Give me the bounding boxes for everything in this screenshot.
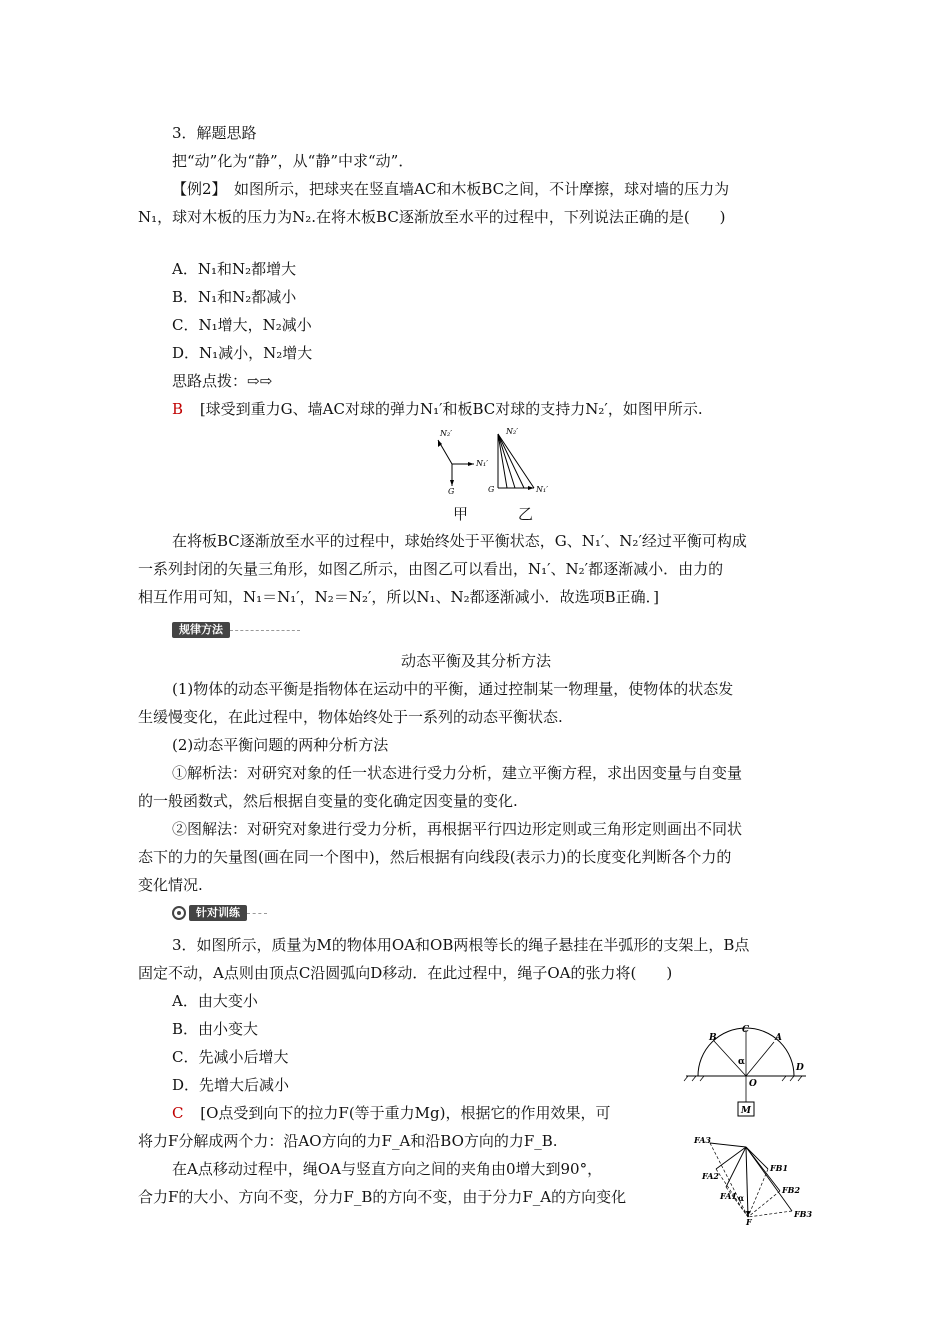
label-f: F	[746, 1217, 752, 1227]
option-a: A．N₁和N₂都增大	[172, 260, 297, 278]
label-a: A	[775, 1033, 782, 1043]
method-p2: (2)动态平衡问题的两种分析方法	[172, 736, 389, 754]
semicircle-frame-diagram	[682, 1025, 812, 1128]
label-alpha-2: α	[738, 1193, 745, 1203]
frame-top-pad	[682, 1028, 812, 1032]
answer-letter: B	[172, 400, 184, 418]
method-p4-line3: 变化情况.	[138, 876, 203, 894]
banner-rule	[230, 630, 300, 631]
label-b: B	[709, 1033, 717, 1043]
example2-line1: 【例2】 如图所示，把球夹在竖直墙AC和木板BC之间，不计摩擦，球对墙的压力为	[172, 180, 730, 198]
method-title: 动态平衡及其分析方法	[400, 652, 551, 670]
label-fb2: FB2	[782, 1185, 801, 1195]
section-motto: 把“动”化为“静”，从“静”中求“动”．	[172, 152, 414, 170]
practice-explain-line2: 合力F的大小、方向不变，分力F_B的方向不变，由于分力F_A的方向变化	[138, 1188, 627, 1206]
practice-q-line1: 3．如图所示，质量为M的物体用OA和OB两根等长的绳子悬挂在半弧形的支架上，B点	[172, 936, 750, 954]
method-banner-label: 规律方法	[172, 622, 230, 638]
practice-option-d: D．先增大后减小	[172, 1076, 290, 1094]
label-n2p-jia: N₂′	[440, 429, 453, 438]
label-g-yi: G	[488, 485, 495, 494]
practice-banner-label: 针对训练	[189, 905, 247, 921]
answer-line	[172, 399, 703, 419]
section-heading: 3．解题思路	[172, 124, 257, 142]
label-c: C	[742, 1025, 750, 1035]
label-n2p-yi: N₂′	[506, 427, 519, 436]
method-p3-line2: 的一般函数式，然后根据自变量的变化确定因变量的变化.	[138, 792, 518, 810]
force-decomposition-diagram	[690, 1133, 820, 1225]
example2-line2: N₁，球对木板的压力为N₂.在将木板BC逐渐放至水平的过程中，下列说法正确的是( )	[138, 208, 726, 226]
method-banner	[172, 622, 300, 638]
explain-line1: 在将板BC逐渐放至水平的过程中，球始终处于平衡状态，G、N₁′、N₂′经过平衡可构成	[172, 532, 747, 550]
label-fb3: FB3	[794, 1209, 813, 1219]
label-fb1: FB1	[770, 1163, 789, 1173]
force-diagram-jia-yi	[430, 422, 570, 502]
target-icon	[172, 906, 186, 920]
practice-option-c: C．先减小后增大	[172, 1048, 289, 1066]
diagram-yi	[488, 427, 548, 494]
explain-line3: 相互作用可知，N₁＝N₁′，N₂＝N₂′，所以N₁、N₂都逐渐减小．故选项B正确．]	[138, 588, 660, 606]
diagram-jia	[438, 429, 488, 496]
label-o: O	[749, 1079, 757, 1089]
label-jia: 甲	[453, 505, 469, 523]
method-p1-line1: (1)物体的动态平衡是指物体在运动中的平衡，通过控制某一物理量，使物体的状态发	[172, 680, 734, 698]
explain-line2: 一系列封闭的矢量三角形，如图乙所示，由图乙可以看出，N₁′、N₂′都逐渐减小．由力的	[138, 560, 724, 578]
option-c: C．N₁增大，N₂减小	[172, 316, 312, 334]
practice-q-line2: 固定不动，A点则由顶点C沿圆弧向D移动．在此过程中，绳子OA的张力将( )	[138, 964, 673, 982]
label-n1p-jia: N₁′	[476, 459, 489, 468]
practice-explain-line1: 在A点移动过程中，绳OA与竖直方向之间的夹角由0增大到90°，	[172, 1160, 603, 1178]
answer-text: [球受到重力G、墙AC对球的弹力N₁′和板BC对球的支持力N₂′，如图甲所示.	[199, 400, 703, 418]
label-fa1: FA1	[720, 1191, 737, 1201]
label-m: M	[741, 1106, 751, 1116]
banner-rule	[247, 913, 267, 914]
label-g-jia: G	[448, 487, 455, 496]
label-alpha: α	[738, 1057, 745, 1067]
label-yi: 乙	[518, 505, 534, 523]
option-d: D．N₁减小，N₂增大	[172, 344, 313, 362]
practice-option-b: B．由小变大	[172, 1020, 259, 1038]
option-b: B．N₁和N₂都减小	[172, 288, 297, 306]
practice-option-a: A．由大变小	[172, 992, 258, 1010]
label-fa3: FA3	[694, 1135, 711, 1145]
label-d: D	[796, 1063, 804, 1073]
hint-line: 思路点拨：⇨⇨	[172, 372, 273, 390]
method-p3-line1: ①解析法：对研究对象的任一状态进行受力分析，建立平衡方程，求出因变量与自变量	[172, 764, 743, 782]
method-p4-line2: 态下的力的矢量图(画在同一个图中)，然后根据有向线段(表示力)的长度变化判断各个力的	[138, 848, 732, 866]
label-n1p-yi: N₁′	[536, 485, 549, 494]
practice-answer-line2: 将力F分解成两个力：沿AO方向的力F_A和沿BO方向的力F_B.	[138, 1132, 558, 1150]
label-fa2: FA2	[702, 1171, 719, 1181]
practice-answer-letter: C	[172, 1104, 184, 1122]
practice-answer-text: [O点受到向下的拉力F(等于重力Mg)，根据它的作用效果，可	[200, 1104, 611, 1122]
practice-answer-line1	[172, 1103, 611, 1123]
practice-banner	[172, 905, 267, 921]
method-p1-line2: 生缓慢变化，在此过程中，物体始终处于一系列的动态平衡状态.	[138, 708, 563, 726]
method-p4-line1: ②图解法：对研究对象进行受力分析，再根据平行四边形定则或三角形定则画出不同状	[172, 820, 743, 838]
